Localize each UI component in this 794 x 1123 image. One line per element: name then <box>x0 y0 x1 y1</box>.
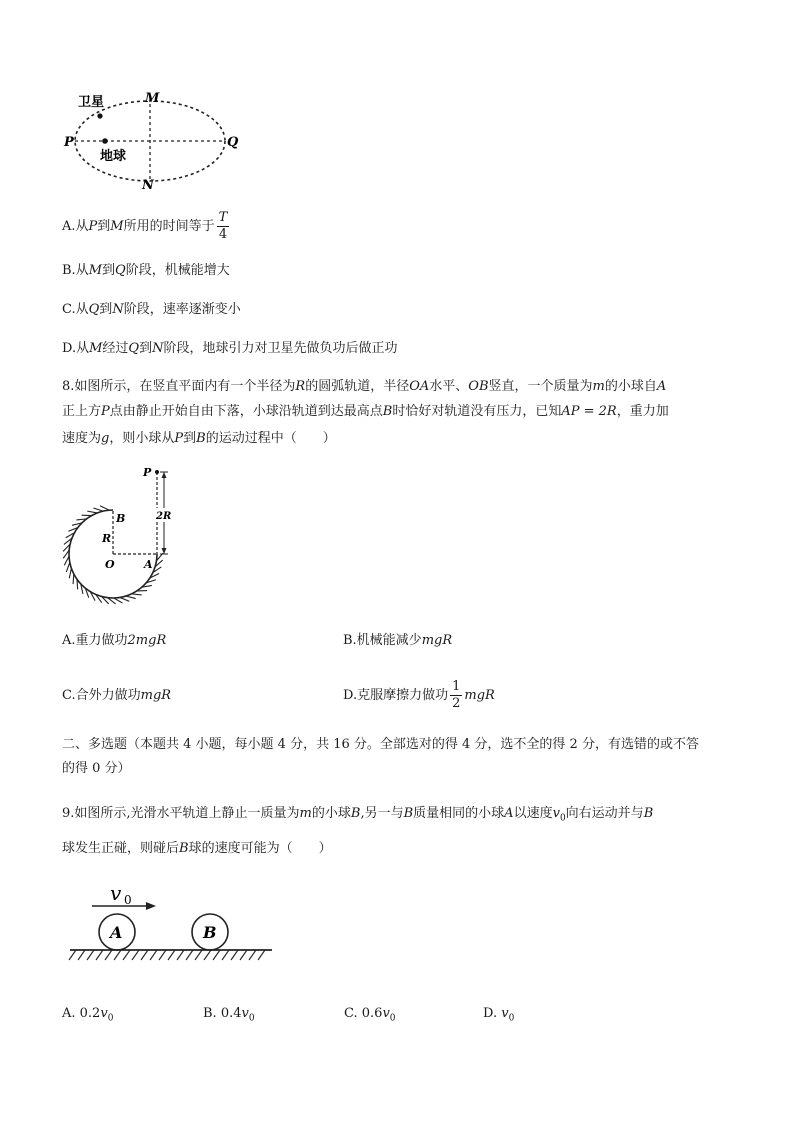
q8l1-oa: OA <box>409 379 430 394</box>
ground-hatch-mark <box>231 950 238 960</box>
label-N: N <box>142 178 154 193</box>
q8-option-c <box>62 687 171 705</box>
frac-den: 4 <box>218 227 228 242</box>
q9l1-t1: 9.如图所示,光滑水平轨道上静止一质量为 <box>62 806 300 821</box>
q8l3-t2: ，则小球从 <box>109 431 175 446</box>
ground-hatch-mark <box>195 950 202 960</box>
dim-arrow-top <box>162 472 167 478</box>
q8l2-p: P <box>101 404 110 419</box>
q9a-sub: 0 <box>107 1013 114 1024</box>
q7b-prefix: B.从 <box>62 263 89 278</box>
q8l3-t3: 到 <box>183 431 197 446</box>
label-Q: Q <box>227 135 239 150</box>
q8l1-t1: 8.如图所示，在竖直平面内有一个半径为 <box>62 379 296 394</box>
fraction-one-half <box>450 679 462 712</box>
q7c-mid: 到 <box>99 302 113 317</box>
dim-arrow-bottom <box>162 548 167 554</box>
hatch-mark <box>69 568 71 578</box>
q9l1-b: B <box>350 806 361 821</box>
q8l3-b: B <box>196 431 206 446</box>
q7-option-c <box>62 301 241 319</box>
q9l1-t2: 的小球 <box>311 806 351 821</box>
q8l2-t3: 时恰好对轨道没有压力，已知 <box>392 404 562 419</box>
q9c-v: v <box>382 1006 390 1021</box>
q7a-m: M <box>110 219 124 234</box>
q9-option-d <box>483 1005 514 1028</box>
frac-num: T <box>218 210 228 225</box>
hatch-mark <box>126 596 136 598</box>
q8l1-r: R <box>295 379 306 394</box>
hatch-mark <box>120 597 129 601</box>
q8-option-b <box>343 632 452 650</box>
hatch-mark <box>64 556 69 565</box>
q8c-math: mgR <box>140 688 172 703</box>
q8l1-m: m <box>592 379 605 394</box>
q9l1-b3: B <box>643 806 654 821</box>
q7a-mid: 到 <box>97 219 111 234</box>
q9l1-sub: 0 <box>559 813 566 824</box>
frac-num: 1 <box>452 679 461 694</box>
q7c-suffix: 阶段，速率逐渐变小 <box>123 302 241 317</box>
label-2R: 2R <box>156 511 172 522</box>
circular-track-diagram <box>60 462 190 610</box>
q9l1-m: m <box>299 806 312 821</box>
q7d-m: M <box>89 341 103 356</box>
q8c-text: C.合外力做功 <box>62 688 141 703</box>
q7d-mid1: 经过 <box>102 341 129 356</box>
q8-option-d <box>343 679 495 712</box>
q7-option-d <box>62 340 398 358</box>
q8l3-t4: 的运动过程中（ ） <box>205 431 336 446</box>
q7d-mid2: 到 <box>139 341 153 356</box>
q7a-suffix: 所用的时间等于 <box>123 219 215 234</box>
q9l1-t4: 质量相同的小球 <box>413 806 505 821</box>
q8l2-eq: AP = 2R <box>561 404 617 419</box>
q8l1-ob: OB <box>468 379 489 394</box>
q9l1-b2: B <box>403 806 414 821</box>
q8l3-p: P <box>174 431 184 446</box>
label-satellite: 卫星 <box>78 95 105 110</box>
q8l1-a: A <box>656 379 667 394</box>
q8-stem-line3 <box>62 430 336 448</box>
q7d-q: Q <box>128 341 140 356</box>
ground-hatch-mark <box>177 950 184 960</box>
orbit-diagram <box>60 88 250 194</box>
q9c-label: C. 0.6 <box>344 1006 383 1021</box>
q9a-label: A. 0.2 <box>62 1006 101 1021</box>
section-header-line2: 的得 0 分） <box>62 761 131 776</box>
q8l2-t2: 点由静止开始自由下落，小球沿轨道到达最高点 <box>109 404 383 419</box>
ground-hatch-mark <box>69 950 76 960</box>
q8-option-a <box>62 632 166 650</box>
label-R: R <box>102 532 112 545</box>
q8a-math: 2mgR <box>127 633 167 648</box>
track-hatching <box>63 506 163 604</box>
label-P: P <box>64 135 74 150</box>
label-v-sub: 0 <box>124 893 132 907</box>
q7-option-a <box>62 210 231 243</box>
hatch-mark <box>87 511 97 513</box>
q9-option-b <box>203 1005 255 1028</box>
q8d-text: D.克服摩擦力做功 <box>343 688 449 703</box>
ground-hatch-mark <box>204 950 211 960</box>
q9-stem-line1 <box>62 805 653 828</box>
hatch-mark <box>77 579 78 589</box>
label-ball-a: A <box>110 923 123 942</box>
ground-hatch-mark <box>213 950 220 960</box>
q7d-suffix: 阶段，地球引力对卫星先做负功后做正功 <box>163 341 398 356</box>
ground-hatch-mark <box>105 950 112 960</box>
q7c-prefix: C.从 <box>62 302 89 317</box>
q9l2-b: B <box>179 841 189 856</box>
q9b-v: v <box>241 1006 249 1021</box>
earth-dot <box>102 138 108 144</box>
q7-option-b <box>62 262 230 280</box>
ground-hatch-mark <box>150 950 157 960</box>
ground-hatch-mark <box>186 950 193 960</box>
label-A: A <box>144 558 153 571</box>
q7c-n: N <box>112 302 124 317</box>
q9d-label: D. <box>483 1006 502 1021</box>
q9d-sub: 0 <box>508 1013 515 1024</box>
q7c-q: Q <box>88 302 100 317</box>
q7d-prefix: D.从 <box>62 341 90 356</box>
hatch-mark <box>93 508 103 511</box>
collision-diagram <box>66 876 278 964</box>
q7a-prefix: A.从 <box>62 219 89 234</box>
label-ball-b: B <box>203 923 217 942</box>
label-earth: 地球 <box>100 149 127 164</box>
fraction-t-over-4 <box>217 210 230 243</box>
q9a-v: v <box>100 1006 108 1021</box>
q9d-v: v <box>501 1006 509 1021</box>
q8l2-t1: 正上方 <box>62 404 102 419</box>
velocity-arrowhead <box>146 902 156 910</box>
satellite-dot <box>97 113 102 118</box>
ground-hatch-mark <box>258 950 265 960</box>
q8l3-g: g <box>101 431 110 446</box>
q9l1-t5: 以速度 <box>513 806 553 821</box>
q8a-text: A.重力做功 <box>62 633 128 648</box>
label-v: v <box>110 881 122 905</box>
q7a-p: P <box>88 219 98 234</box>
q8-stem-line1 <box>62 378 666 396</box>
ground-hatch-mark <box>249 950 256 960</box>
label-B: B <box>116 512 126 525</box>
ground-hatch-mark <box>78 950 85 960</box>
q7b-suffix: 阶段，机械能增大 <box>125 263 230 278</box>
q7b-q: Q <box>115 263 126 278</box>
ground-hatch-mark <box>114 950 121 960</box>
ground-hatch-mark <box>123 950 130 960</box>
q9l1-t6: 向右运动并与 <box>565 806 644 821</box>
q8b-math: mgR <box>421 633 453 648</box>
ground-hatch-mark <box>87 950 94 960</box>
hatch-mark <box>100 506 109 510</box>
hatch-mark <box>132 594 142 595</box>
ground-hatch-mark <box>240 950 247 960</box>
ground-hatching <box>69 950 265 960</box>
q9l1-v: v <box>552 806 560 821</box>
q7d-n: N <box>152 341 164 356</box>
frac-den: 2 <box>452 696 461 711</box>
q8l2-b: B <box>382 404 393 419</box>
label-O: O <box>105 558 115 571</box>
q9b-label: B. 0.4 <box>203 1006 242 1021</box>
q8l1-t5: 的小球自 <box>604 379 657 394</box>
q8l3-t1: 速度为 <box>62 431 102 446</box>
q9-option-c <box>344 1005 396 1028</box>
label-P: P <box>143 466 152 479</box>
hatch-mark <box>73 574 74 584</box>
hatch-mark <box>66 562 69 572</box>
q7b-m: M <box>88 263 102 278</box>
ground-hatch-mark <box>141 950 148 960</box>
q9-stem-line2 <box>62 840 332 858</box>
ground-hatch-mark <box>222 950 229 960</box>
q8l2-t4: ，重力加 <box>616 404 669 419</box>
q9l2-t2: 球的速度可能为（ ） <box>188 841 332 856</box>
ground-hatch-mark <box>159 950 166 960</box>
q8-stem-line2 <box>62 403 669 421</box>
q9-option-a <box>62 1005 113 1028</box>
hatch-mark <box>114 598 123 603</box>
q8l1-t2: 的圆弧轨道，半径 <box>305 379 410 394</box>
q8b-text: B.机械能减少 <box>343 633 422 648</box>
q9b-sub: 0 <box>248 1013 255 1024</box>
q9l1-t3: ,另一与 <box>360 806 404 821</box>
q9l2-t1: 球发生正碰，则碰后 <box>62 841 180 856</box>
q8d-math: mgR <box>464 688 495 703</box>
q9l1-a: A <box>504 806 514 821</box>
point-p <box>155 470 159 474</box>
ground-hatch-mark <box>96 950 103 960</box>
q8l1-t3: 水平、 <box>429 379 469 394</box>
q7b-mid: 到 <box>102 263 116 278</box>
label-M: M <box>145 91 160 106</box>
ground-hatch-mark <box>168 950 175 960</box>
q8l1-t4: 竖直，一个质量为 <box>488 379 593 394</box>
q9c-sub: 0 <box>389 1013 396 1024</box>
ground-hatch-mark <box>132 950 139 960</box>
section-header-line1: 二、多选题（本题共 4 小题，每小题 4 分，共 16 分。全部选对的得 4 分，选不全的得 2 分，有选错的或不答 <box>62 737 699 752</box>
